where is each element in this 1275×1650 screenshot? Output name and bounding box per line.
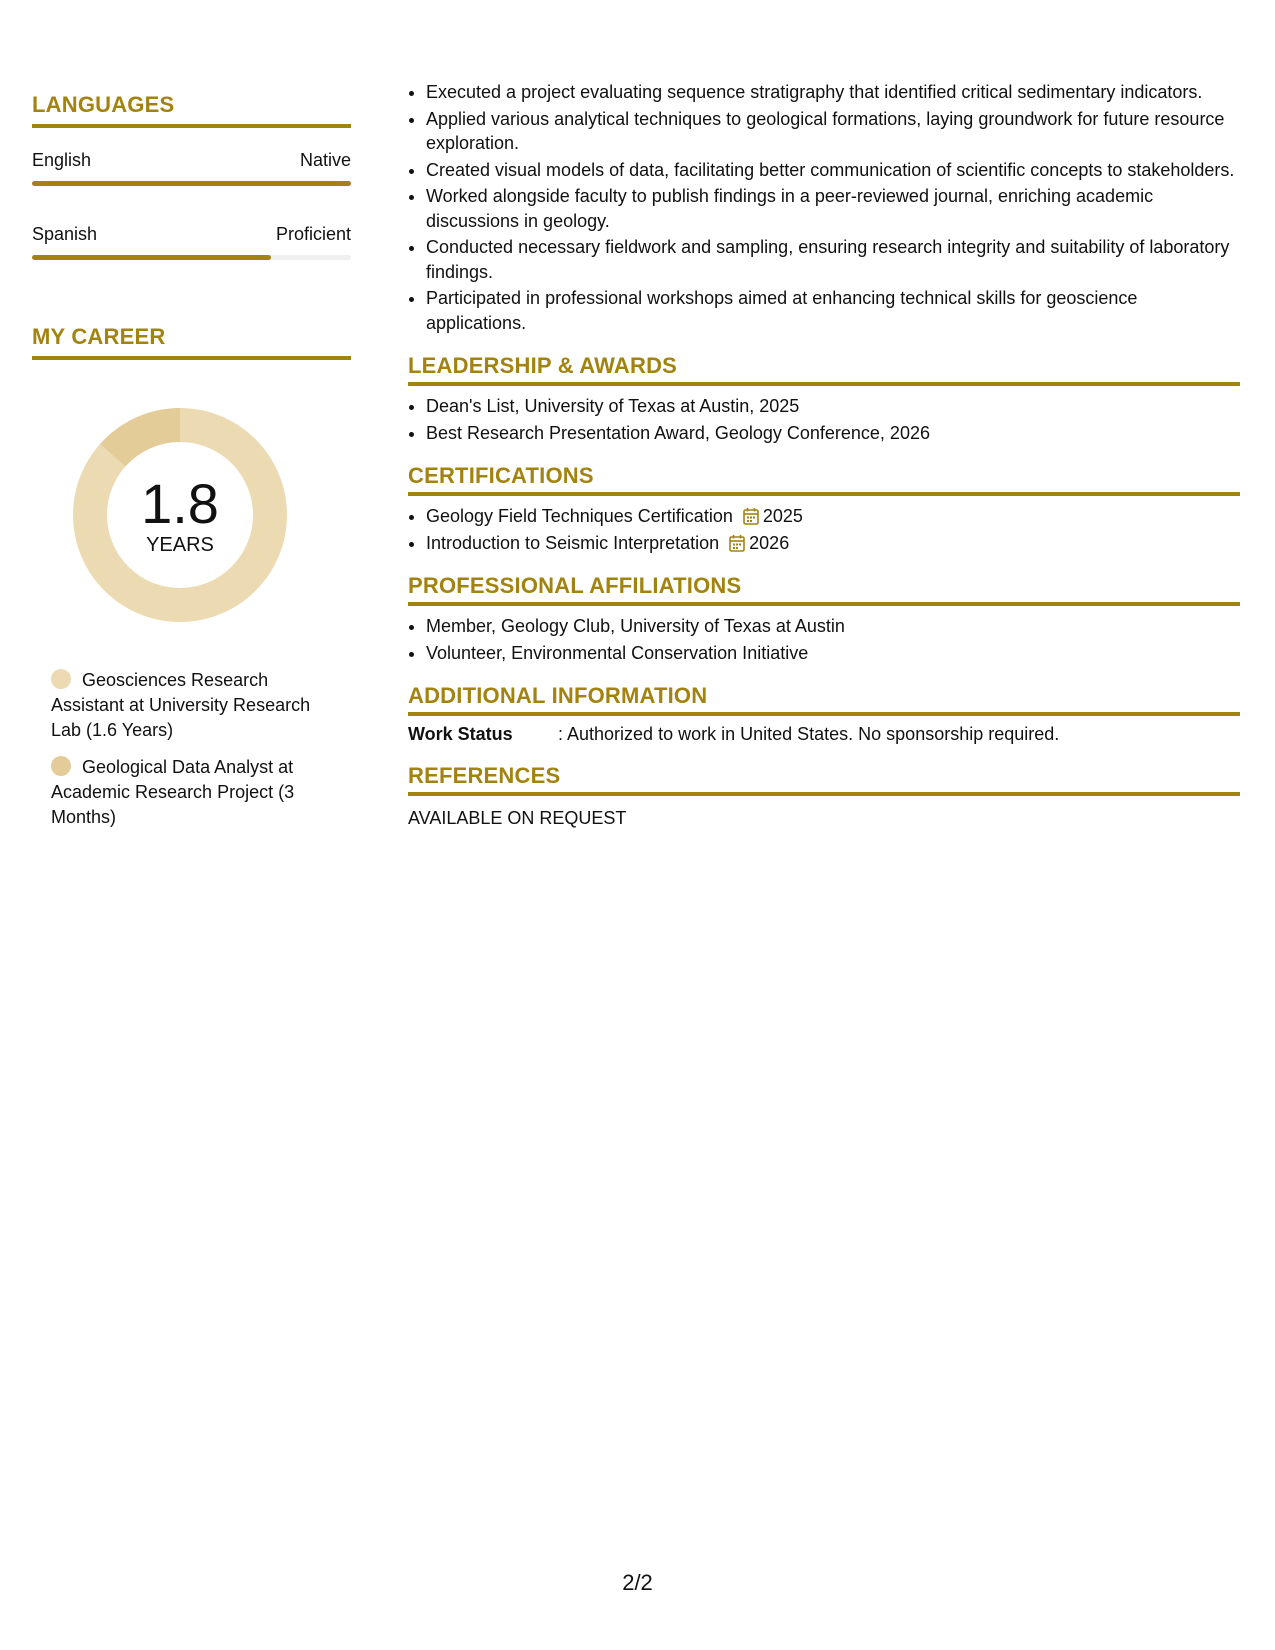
legend-item (51, 668, 341, 743)
language-item (32, 150, 351, 186)
calendar-icon (729, 534, 745, 552)
additional-section (408, 683, 1240, 745)
list-item: • Executed a project evaluating sequence stratigraphy that identified critical sedimentary indicators. (426, 80, 1240, 105)
list-item: • Member, Geology Club, University of Texas at Austin (426, 614, 1240, 639)
certifications-section (408, 463, 1240, 555)
career-donut-chart (65, 400, 295, 630)
affiliations-title: PROFESSIONAL AFFILIATIONS (408, 573, 1240, 606)
leadership-section (408, 353, 1240, 445)
leadership-title: LEADERSHIP & AWARDS (408, 353, 1240, 386)
page-number: 2/2 (622, 1570, 653, 1595)
references-text: AVAILABLE ON REQUEST (408, 808, 627, 828)
legend-dot (51, 669, 71, 689)
additional-title: ADDITIONAL INFORMATION (408, 683, 1240, 716)
legend-dot (51, 756, 71, 776)
career-total-years: 1.8 (141, 472, 219, 535)
donut-center (65, 400, 295, 630)
work-status-row (408, 724, 1240, 745)
left-column (32, 92, 351, 842)
language-name: English (32, 150, 92, 170)
work-status-value: : Authorized to work in United States. No sponsorship required. (558, 724, 1060, 744)
calendar-icon (743, 507, 759, 525)
list-item (426, 504, 1240, 529)
right-column (408, 80, 1240, 829)
career-title: MY CAREER (32, 324, 351, 360)
list-item: • Dean's List, University of Texas at Austin, 2025 (426, 394, 1240, 419)
list-item: • Best Research Presentation Award, Geology Conference, 2026 (426, 421, 1240, 446)
languages-section (32, 92, 351, 260)
legend-label: Geosciences Research Assistant at University Research Lab (1.6 Years) (51, 670, 311, 740)
list-item: • Created visual models of data, facilitating better communication of scientific concepts to stakeholders. (426, 158, 1240, 183)
list-item (426, 531, 1240, 556)
language-bar-fill (32, 181, 351, 186)
language-bar (32, 255, 351, 260)
language-bar-fill (32, 255, 271, 260)
list-item: • Conducted necessary fieldwork and sampling, ensuring research integrity and suitability of laboratory findings. (426, 235, 1240, 284)
certification-year: 2026 (749, 532, 790, 553)
language-name: Spanish (32, 224, 98, 244)
affiliations-section (408, 573, 1240, 665)
language-level: Proficient (275, 224, 351, 244)
list-item: • Participated in professional workshops aimed at enhancing technical skills for geoscience applications. (426, 286, 1240, 335)
career-total-unit: YEARS (146, 534, 214, 556)
list-item: • Worked alongside faculty to publish findings in a peer-reviewed journal, enriching academic discussions in geology. (426, 184, 1240, 233)
work-status-label: Work Status (408, 724, 513, 744)
language-item (32, 224, 351, 260)
references-section (408, 763, 1240, 829)
certification-name: Introduction to Seismic Interpretation (426, 532, 720, 553)
career-section (32, 324, 351, 830)
references-title: REFERENCES (408, 763, 1240, 796)
list-item: • Volunteer, Environmental Conservation Initiative (426, 641, 1240, 666)
experience-bullets (408, 80, 1240, 335)
language-level: Native (299, 150, 351, 170)
certification-name: Geology Field Techniques Certification (426, 506, 733, 526)
language-bar (32, 181, 351, 186)
certifications-title: CERTIFICATIONS (408, 463, 1240, 496)
certification-year: 2025 (762, 506, 803, 526)
languages-title: LANGUAGES (32, 92, 351, 128)
career-legend (51, 668, 341, 830)
legend-label: Geological Data Analyst at Academic Research Project (3 Months) (51, 757, 295, 827)
legend-item (51, 755, 341, 830)
list-item: • Applied various analytical techniques to geological formations, laying groundwork for future resource exploration. (426, 107, 1240, 156)
